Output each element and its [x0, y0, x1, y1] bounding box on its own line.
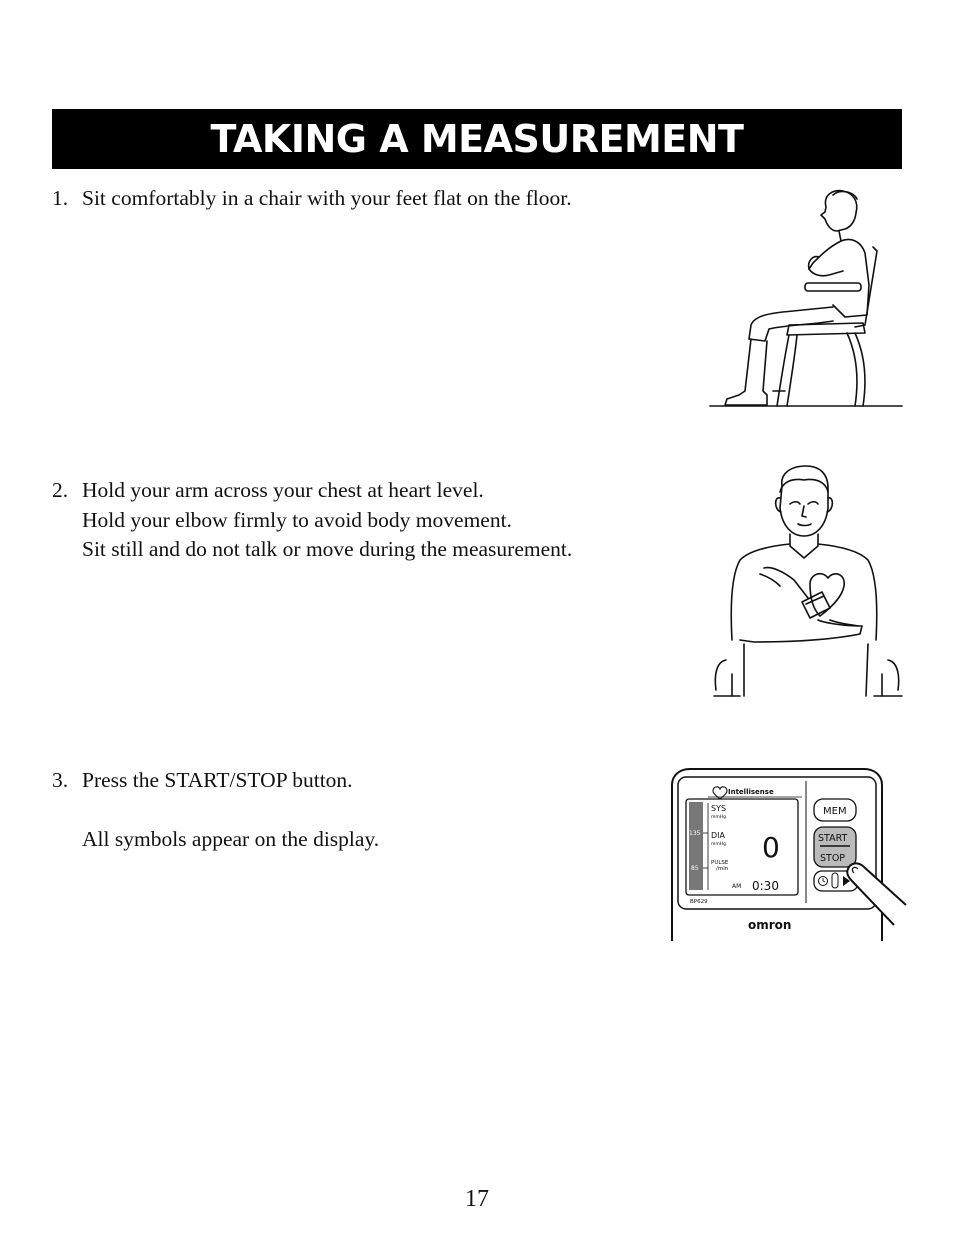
seated-person-illustration [705, 185, 905, 410]
reading-value: 0 [762, 831, 780, 864]
page-number: 17 [465, 1186, 489, 1212]
start-stop-button[interactable] [814, 827, 856, 867]
pulse-label: PULSE [711, 860, 729, 866]
step-text: Sit still and do not talk or move during the measurement. [82, 537, 573, 561]
scale-high: 135 [689, 830, 701, 837]
step-3 [52, 766, 379, 855]
start-label: START [818, 833, 848, 844]
step-number: 2. [52, 478, 69, 502]
step-text: Press the START/STOP button. [82, 768, 353, 792]
time-display: 0:30 [752, 879, 779, 893]
pulse-unit: /min [716, 866, 729, 872]
step-text: Sit comfortably in a chair with your feet flat on the floor. [82, 186, 572, 210]
step-2 [52, 476, 572, 565]
step-text: All symbols appear on the display. [82, 827, 380, 851]
feature-label: Intellisense [728, 788, 774, 796]
wrist-monitor-illustration [668, 765, 908, 943]
stop-label: STOP [820, 853, 846, 864]
svg-text:MEM: MEM [823, 806, 847, 817]
sys-label: SYS [711, 804, 727, 813]
mem-button[interactable] [814, 799, 856, 821]
brand-logo: omron [748, 918, 792, 932]
page-title: TAKING A MEASUREMENT [210, 117, 744, 161]
step-1 [52, 184, 572, 214]
step-text: Hold your elbow firmly to avoid body movement. [82, 507, 512, 532]
dia-label: DIA [711, 831, 725, 840]
am-label: AM [732, 883, 742, 890]
step-number: 3. [52, 768, 69, 792]
scale-low: 85 [691, 865, 699, 872]
sys-unit: mmHg [711, 815, 727, 820]
arm-across-chest-illustration [710, 464, 905, 702]
dia-unit: mmHg [711, 842, 727, 847]
step-text: Hold your arm across your chest at heart level. [82, 478, 484, 502]
hypertension-scale [689, 802, 703, 890]
model-label: BP629 [690, 899, 708, 905]
step-number: 1. [52, 186, 69, 210]
title-banner [52, 109, 902, 169]
